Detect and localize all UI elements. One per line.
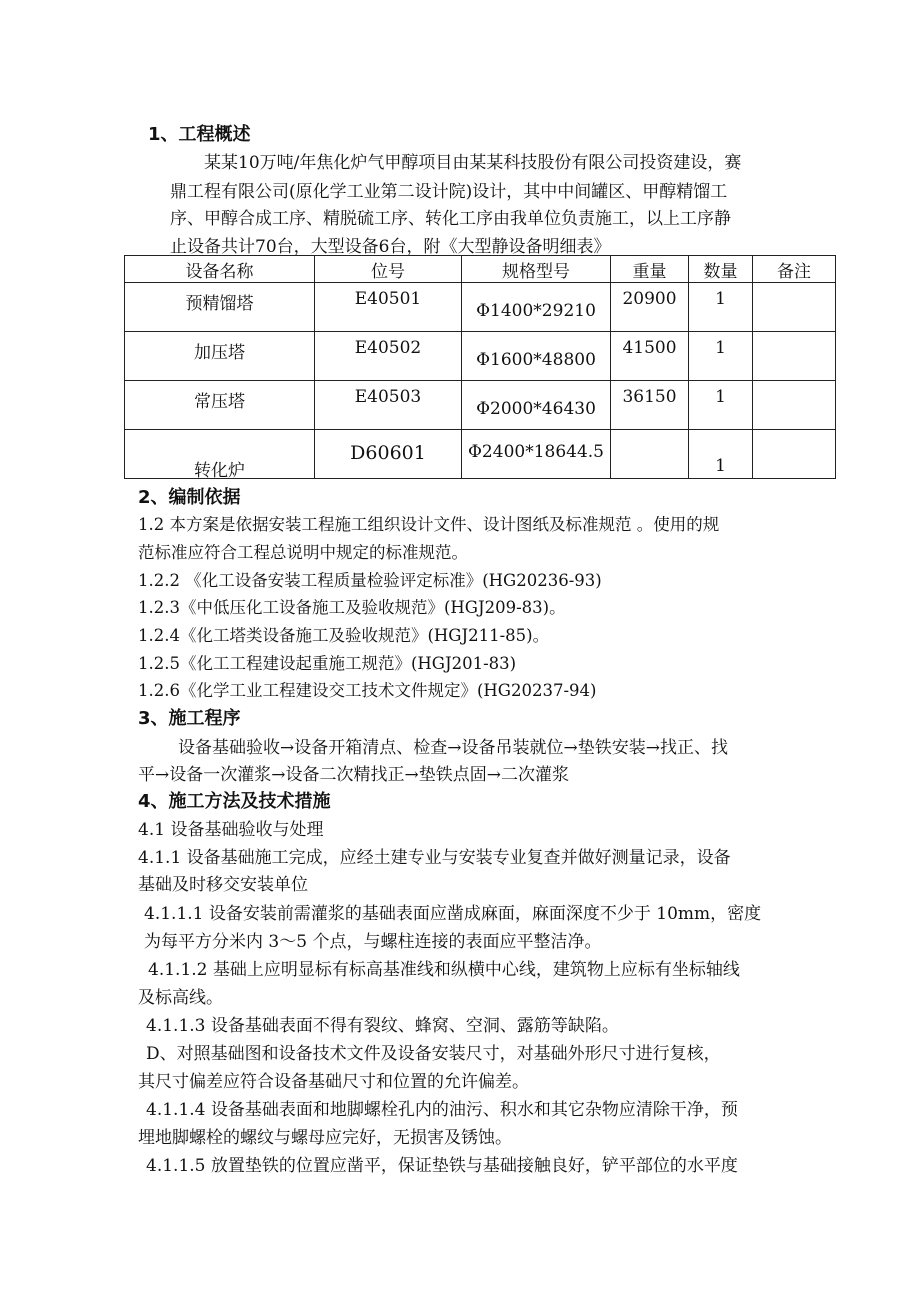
cell-name: 常压塔 xyxy=(125,381,315,430)
cell-tag: E40502 xyxy=(315,332,462,381)
cell-tag: D60601 xyxy=(315,430,462,479)
paragraph-line: 基础及时移交安装单位 xyxy=(138,875,308,895)
header-weight: 重量 xyxy=(611,256,689,283)
cell-note xyxy=(753,430,836,479)
paragraph-line: 范标准应符合工程总说明中规定的标准规范。 xyxy=(138,543,468,562)
cell-weight: 36150 xyxy=(611,381,689,430)
header-note: 备注 xyxy=(753,256,836,283)
paragraph-line: 其尺寸偏差应符合设备基础尺寸和位置的允许偏差。 xyxy=(138,1072,529,1092)
paragraph-line: 为每平方分米内 3～5 个点，与螺柱连接的表面应平整洁净。 xyxy=(144,932,602,952)
table-header-row xyxy=(125,256,836,283)
section-4-heading: 4、施工方法及技术措施 xyxy=(138,791,331,812)
table-row xyxy=(125,430,836,479)
cell-qty: 1 xyxy=(689,430,753,479)
table-row xyxy=(125,332,836,381)
section-2-heading: 2、编制依据 xyxy=(138,487,241,508)
paragraph-line: 4.1.1.4 设备基础表面和地脚螺栓孔内的油污、积水和其它杂物应清除干净，预 xyxy=(146,1100,738,1120)
standard-item: 1.2.2 《化工设备安装工程质量检验评定标准》(HG20236-93) xyxy=(138,571,602,590)
cell-weight: 41500 xyxy=(611,332,689,381)
cell-weight xyxy=(611,430,689,479)
cell-name: 预精馏塔 xyxy=(125,283,315,332)
section-3-heading: 3、施工程序 xyxy=(138,708,241,729)
cell-name: 转化炉 xyxy=(125,430,315,479)
cell-name: 加压塔 xyxy=(125,332,315,381)
paragraph-line: 4.1.1.5 放置垫铁的位置应凿平，保证垫铁与基础接触良好，铲平部位的水平度 xyxy=(146,1156,738,1176)
header-name: 设备名称 xyxy=(125,256,315,283)
paragraph-line: 4.1.1 设备基础施工完成，应经土建专业与安装专业复查并做好测量记录，设备 xyxy=(138,848,731,868)
paragraph-line: 设备基础验收→设备开箱清点、检查→设备吊装就位→垫铁安装→找正、找 xyxy=(178,738,728,758)
cell-spec: Φ1400*29210 xyxy=(462,283,611,332)
paragraph-line: 止设备共计70台，大型设备6台，附《大型静设备明细表》 xyxy=(170,237,611,257)
paragraph-line: 平→设备一次灌浆→设备二次精找正→垫铁点固→二次灌浆 xyxy=(138,765,569,785)
header-tag: 位号 xyxy=(315,256,462,283)
standard-item: 1.2.4《化工塔类设备施工及验收规范》(HGJ211-85)。 xyxy=(138,626,550,645)
paragraph-line: 埋地脚螺栓的螺纹与螺母应完好，无损害及锈蚀。 xyxy=(138,1128,512,1148)
cell-qty: 1 xyxy=(689,283,753,332)
cell-spec: Φ1600*48800 xyxy=(462,332,611,381)
cell-note xyxy=(753,332,836,381)
header-spec: 规格型号 xyxy=(462,256,611,283)
paragraph-line: 1.2 本方案是依据安装工程施工组织设计文件、设计图纸及标准规范 。使用的规 xyxy=(138,515,720,534)
paragraph-line: 4.1.1.3 设备基础表面不得有裂纹、蜂窝、空洞、露筋等缺陷。 xyxy=(146,1016,619,1036)
paragraph-line: 序、甲醇合成工序、精脱硫工序、转化工序由我单位负责施工，以上工序静 xyxy=(170,209,731,229)
paragraph-line: D、对照基础图和设备技术文件及设备安装尺寸，对基础外形尺寸进行复核， xyxy=(146,1044,721,1064)
standard-item: 1.2.5《化工工程建设起重施工规范》(HGJ201-83) xyxy=(138,654,517,673)
table-row xyxy=(125,381,836,430)
standard-item: 1.2.3《中低压化工设备施工及验收规范》(HGJ209-83)。 xyxy=(138,598,566,617)
paragraph-line: 4.1.1.2 基础上应明显标有标高基准线和纵横中心线，建筑物上应标有坐标轴线 xyxy=(148,960,740,980)
standard-item: 1.2.6《化学工业工程建设交工技术文件规定》(HG20237-94) xyxy=(138,681,597,700)
table-row xyxy=(125,283,836,332)
cell-note xyxy=(753,283,836,332)
paragraph-line: 及标高线。 xyxy=(138,988,223,1008)
header-qty: 数量 xyxy=(689,256,753,283)
paragraph-line: 鼎工程有限公司(原化学工业第二设计院)设计，其中中间罐区、甲醇精馏工 xyxy=(170,182,728,202)
subheading: 4.1 设备基础验收与处理 xyxy=(138,820,324,840)
cell-weight: 20900 xyxy=(611,283,689,332)
cell-qty: 1 xyxy=(689,381,753,430)
cell-tag: E40501 xyxy=(315,283,462,332)
equipment-table xyxy=(124,255,836,479)
section-1-heading: 1、工程概述 xyxy=(148,124,251,145)
paragraph-line: 4.1.1.1 设备安装前需灌浆的基础表面应凿成麻面，麻面深度不少于 10mm，密度 xyxy=(144,904,762,924)
paragraph-line: 某某10万吨/年焦化炉气甲醇项目由某某科技股份有限公司投资建设，赛 xyxy=(204,153,742,173)
cell-spec: Φ2000*46430 xyxy=(462,381,611,430)
cell-qty: 1 xyxy=(689,332,753,381)
cell-note xyxy=(753,381,836,430)
cell-spec: Φ2400*18644.5 xyxy=(462,430,611,479)
cell-tag: E40503 xyxy=(315,381,462,430)
